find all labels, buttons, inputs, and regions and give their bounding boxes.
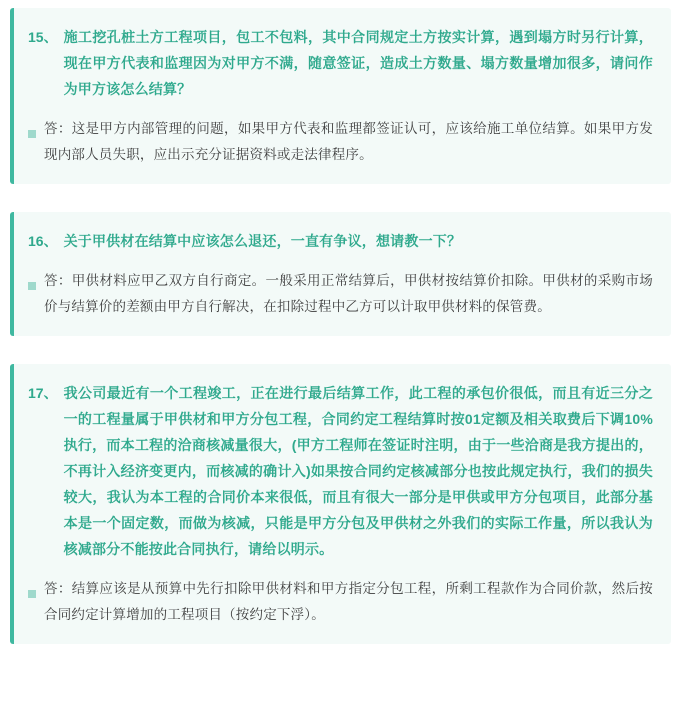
answer-row (28, 576, 653, 628)
square-bullet-icon (28, 576, 44, 603)
question-number: 17、 (28, 385, 58, 401)
answer-row (28, 268, 653, 320)
question-number: 15、 (28, 29, 58, 45)
answer-label: 答： (44, 581, 72, 596)
answer-row (28, 116, 653, 168)
answer-block (28, 116, 653, 168)
question-row (28, 380, 653, 562)
qa-card (10, 8, 671, 184)
question-number: 16、 (28, 233, 58, 249)
question-text: 关于甲供材在结算中应该怎么退还，一直有争议，想请教一下？ (63, 233, 462, 249)
qa-card (10, 364, 671, 644)
answer-block (28, 268, 653, 320)
answer-label: 答： (44, 121, 72, 136)
answer-label: 答： (44, 273, 72, 288)
answer-text: 这是甲方内部管理的问题，如果甲方代表和监理都签证认可，应该给施工单位结算。如果甲方发现内部人员失职，应出示充分证据资料或走法律程序。 (44, 121, 654, 162)
question-text: 我公司最近有一个工程竣工，正在进行最后结算工作，此工程的承包价很低，而且有近三分之一的工程量属于甲供材和甲方分包工程，合同约定工程结算时按01定额及相关取费后下调10%执行，而本工程的洽商核减量很大，(甲方工程师在签证时注明，由于一些洽商是我方提出的，不再计入经济变更内，而核减的确计入)如果按合同约定核减部分也按此规定执行，我们的损失较大，我认为本工程的合同价本来很低，而且有很大一部分是甲供或甲方分包项目，此部分基本是一个固定数，而做为核减，只能是甲方分包及甲供材之外我们的实际工作量，所以我认为核减部分不能按此合同执行，请给以明示。 (63, 385, 653, 557)
answer-block (28, 576, 653, 628)
square-bullet-icon (28, 116, 44, 143)
qa-card (10, 212, 671, 336)
answer-body (44, 268, 653, 320)
answer-body (44, 116, 653, 168)
answer-text: 甲供材料应甲乙双方自行商定。一般采用正常结算后，甲供材按结算价扣除。甲供材的采购市场价与结算价的差额由甲方自行解决，在扣除过程中乙方可以计取甲供材料的保管费。 (44, 273, 654, 314)
question-row (28, 228, 653, 254)
question-row (28, 24, 653, 102)
answer-body (44, 576, 653, 628)
answer-text: 结算应该是从预算中先行扣除甲供材料和甲方指定分包工程，所剩工程款作为合同价款，然后按合同约定计算增加的工程项目（按约定下浮）。 (44, 581, 654, 622)
question-text: 施工挖孔桩土方工程项目，包工不包料，其中合同规定土方按实计算，遇到塌方时另行计算，现在甲方代表和监理因为对甲方不满，随意签证，造成土方数量、塌方数量增加很多，请问作为甲方该怎么结算？ (63, 29, 653, 97)
square-bullet-icon (28, 268, 44, 295)
